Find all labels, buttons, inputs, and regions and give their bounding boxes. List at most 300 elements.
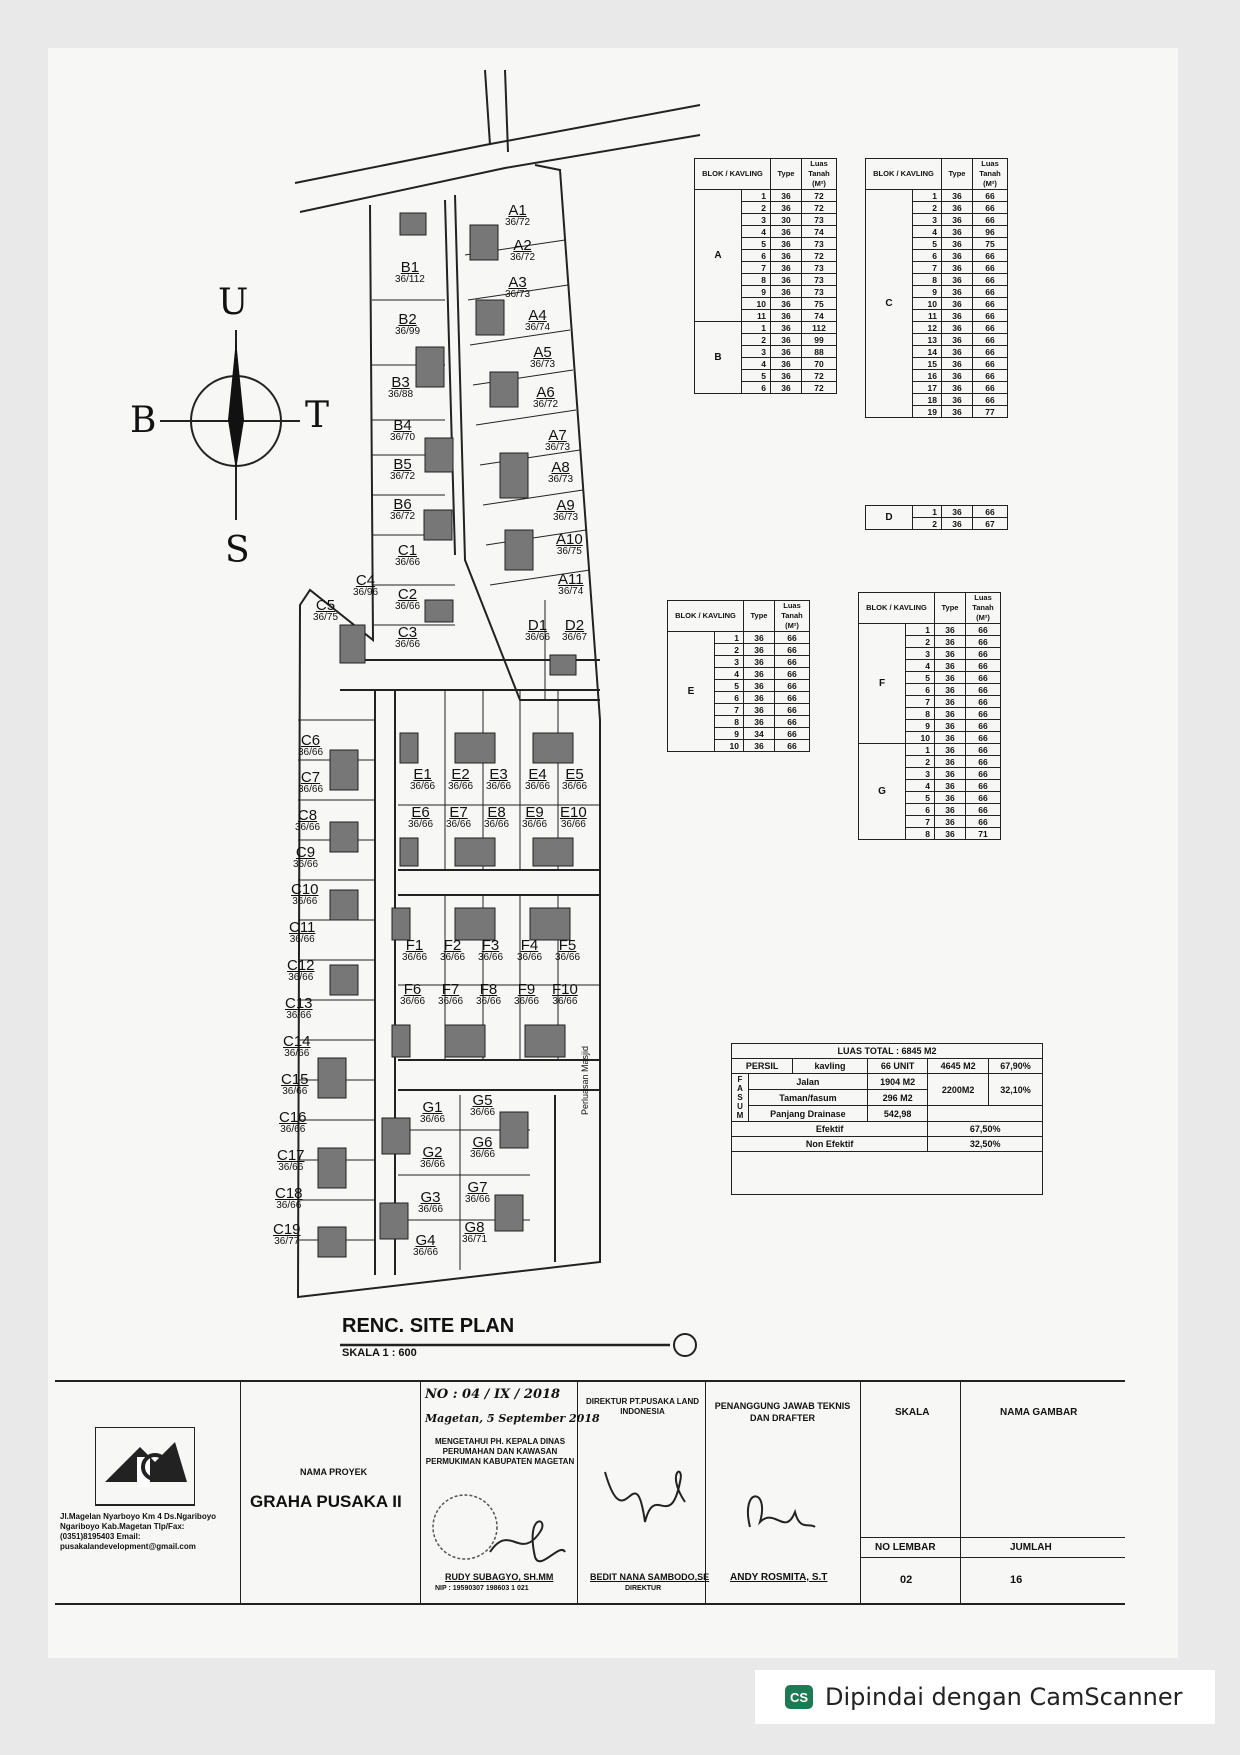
lot-type: 36/75 — [556, 546, 582, 557]
lot-type: 36/66 — [395, 557, 421, 568]
lot-label — [418, 1190, 443, 1215]
document-date: Magetan, 5 September 2018 — [425, 1412, 600, 1425]
lot-type: 36/73 — [530, 359, 556, 370]
lot-type: 36/72 — [505, 217, 531, 228]
table-cell: 66 — [775, 728, 810, 740]
lot-id: G3 — [420, 1189, 441, 1206]
lot-id: G2 — [422, 1144, 443, 1161]
table-cell: 36 — [942, 322, 973, 334]
table-cell: 36 — [942, 262, 973, 274]
lot-id: A3 — [508, 274, 527, 291]
cemetery-label: Perluasan Masjid — [580, 1045, 590, 1115]
lot-label — [273, 1222, 301, 1247]
table-cell: 36 — [771, 370, 802, 382]
lot-label — [465, 1180, 490, 1205]
lot-label — [558, 572, 584, 597]
lot-type: 36/66 — [470, 1107, 496, 1118]
lot-id: E1 — [413, 766, 432, 783]
lot-type: 36/67 — [562, 632, 588, 643]
summary-drainase-val: 542,98 — [867, 1106, 928, 1122]
table-cell: 17 — [913, 382, 942, 394]
lot-label — [402, 938, 427, 963]
summary-taman-area: 296 M2 — [867, 1090, 928, 1106]
table-cell: 1 — [906, 744, 935, 756]
table-cell: 3 — [742, 214, 771, 226]
director-role: DIREKTUR — [625, 1585, 662, 1592]
summary-fasum-total: 2200M2 — [928, 1074, 989, 1106]
table-header: BLOK / KAVLING — [866, 159, 942, 190]
lot-type: 36/66 — [395, 639, 421, 650]
table-cell: 8 — [906, 828, 935, 840]
table-cell: 7 — [742, 262, 771, 274]
table-cell: 3 — [715, 656, 744, 668]
compass-needle-icon — [228, 340, 244, 470]
table-cell: 36 — [942, 190, 973, 202]
lot-label — [462, 1220, 487, 1245]
lot-label — [281, 1072, 309, 1097]
title-block — [55, 1380, 1125, 1605]
table-cell: 9 — [913, 286, 942, 298]
table-cell: 112 — [802, 322, 837, 334]
lot-label — [505, 275, 530, 300]
lot-label — [408, 805, 433, 830]
table-row — [695, 322, 837, 334]
summary-taman: Taman/fasum — [749, 1090, 868, 1106]
table-cell: 66 — [973, 202, 1008, 214]
table-cell: 2 — [906, 756, 935, 768]
lot-id: E6 — [411, 804, 430, 821]
lot-type: 36/66 — [420, 1114, 446, 1125]
table-cell: 7 — [913, 262, 942, 274]
lot-label — [510, 238, 535, 263]
lot-id: G6 — [472, 1134, 493, 1151]
lot-label — [470, 1135, 495, 1160]
table-cell: 36 — [771, 322, 802, 334]
table-row — [668, 632, 810, 644]
table-cell: 36 — [744, 656, 775, 668]
table-cell: 66 — [966, 768, 1001, 780]
lot-label — [525, 618, 550, 643]
table-cell: 7 — [715, 704, 744, 716]
table-cell: 1 — [913, 506, 942, 518]
lot-id: B6 — [393, 496, 412, 513]
table-cell: 66 — [966, 696, 1001, 708]
lot-id: C3 — [397, 624, 418, 641]
table-cell: 66 — [966, 804, 1001, 816]
table-row — [866, 506, 1008, 518]
lot-label — [446, 805, 471, 830]
table-cell: 66 — [973, 506, 1008, 518]
table-cell: 72 — [802, 250, 837, 262]
table-cell: 4 — [913, 226, 942, 238]
plan-title: RENC. SITE PLAN — [342, 1315, 515, 1337]
block-cell: B — [695, 322, 742, 394]
summary-jalan-area: 1904 M2 — [867, 1074, 928, 1090]
table-cell: 4 — [906, 780, 935, 792]
table-cell: 36 — [942, 310, 973, 322]
table-cell: 2 — [742, 202, 771, 214]
table-cell: 15 — [913, 358, 942, 370]
table-cell: 36 — [942, 346, 973, 358]
lot-type: 36/66 — [552, 996, 578, 1007]
lot-type: 36/66 — [280, 1124, 306, 1135]
table-cell: 66 — [973, 334, 1008, 346]
lot-type: 36/66 — [413, 1247, 439, 1258]
lot-label — [505, 203, 530, 228]
lot-type: 36/70 — [390, 432, 416, 443]
lot-label — [410, 767, 435, 792]
director-name: BEDIT NANA SAMBODO,SE — [590, 1572, 710, 1582]
table-cell: 3 — [906, 768, 935, 780]
lot-id: A6 — [536, 384, 555, 401]
lot-type: 36/66 — [555, 952, 581, 963]
lot-type: 36/66 — [292, 896, 318, 907]
lot-id: G1 — [422, 1099, 443, 1116]
table-cell: 36 — [771, 250, 802, 262]
lot-type: 36/99 — [395, 326, 421, 337]
lot-type: 36/66 — [465, 1194, 491, 1205]
lot-label — [525, 767, 550, 792]
table-cell: 6 — [906, 684, 935, 696]
table-cell: 66 — [966, 648, 1001, 660]
table-row — [859, 624, 1001, 636]
table-cell: 36 — [935, 732, 966, 744]
lot-id: G8 — [464, 1219, 485, 1236]
lot-label — [413, 1233, 438, 1258]
lot-id: C15 — [281, 1071, 309, 1088]
technical-name: ANDY ROSMITA, S.T — [730, 1572, 828, 1583]
lot-id: E2 — [451, 766, 470, 783]
table-cell: 3 — [913, 214, 942, 226]
lot-id: A7 — [548, 427, 567, 444]
table-cell: 66 — [973, 370, 1008, 382]
lot-label — [293, 845, 318, 870]
table-cell: 36 — [935, 720, 966, 732]
lot-type: 36/88 — [388, 389, 414, 400]
table-cell: 66 — [775, 740, 810, 752]
lot-type: 36/66 — [446, 819, 472, 830]
table-cell: 4 — [906, 660, 935, 672]
lot-type: 36/71 — [462, 1234, 488, 1245]
lot-id: B2 — [398, 311, 417, 328]
lot-id: E8 — [487, 804, 506, 821]
table-cell: 10 — [906, 732, 935, 744]
area-summary-table — [731, 1043, 1043, 1195]
lot-id: C19 — [273, 1221, 301, 1238]
scale-label: SKALA — [895, 1407, 930, 1418]
lot-type: 36/66 — [293, 859, 319, 870]
table-cell: 36 — [935, 768, 966, 780]
lot-table-d — [865, 505, 1008, 530]
lot-id: E9 — [525, 804, 544, 821]
summary-fasum-pct: 32,10% — [988, 1074, 1042, 1106]
block-cell: G — [859, 744, 906, 840]
table-cell: 66 — [966, 792, 1001, 804]
lot-type: 36/72 — [533, 399, 559, 410]
table-cell: 8 — [906, 708, 935, 720]
table-cell: 9 — [715, 728, 744, 740]
camscanner-text: Dipindai dengan CamScanner — [825, 1683, 1183, 1711]
lot-label — [560, 805, 587, 830]
table-cell: 36 — [942, 334, 973, 346]
table-cell: 5 — [906, 672, 935, 684]
lot-type: 36/66 — [514, 996, 540, 1007]
lot-id: F9 — [517, 981, 536, 998]
table-header: Luas Tanah (M²) — [966, 593, 1001, 624]
director-title: DIREKTUR PT.PUSAKA LAND INDONESIA — [585, 1397, 700, 1416]
lot-type: 36/66 — [438, 996, 464, 1007]
lot-type: 36/73 — [505, 289, 531, 300]
lot-label — [530, 345, 555, 370]
table-cell: 36 — [935, 660, 966, 672]
table-cell: 34 — [744, 728, 775, 740]
lot-type: 36/73 — [553, 512, 579, 523]
technical-signature — [730, 1477, 820, 1547]
table-cell: 36 — [942, 298, 973, 310]
lot-type: 36/66 — [470, 1149, 496, 1160]
sheet-number-label: NO LEMBAR — [875, 1542, 936, 1553]
table-cell: 36 — [744, 704, 775, 716]
lot-id: D1 — [527, 617, 548, 634]
table-cell: 1 — [913, 190, 942, 202]
lot-type: 36/66 — [420, 1159, 446, 1170]
table-header: BLOK / KAVLING — [859, 593, 935, 624]
summary-title: LUAS TOTAL : 6845 M2 — [732, 1044, 1043, 1059]
table-cell: 66 — [966, 732, 1001, 744]
table-cell: 36 — [942, 238, 973, 250]
lot-label — [353, 573, 378, 598]
document-number: NO : 04 / IX / 2018 — [425, 1387, 561, 1402]
company-logo — [95, 1427, 195, 1507]
lot-label — [476, 982, 501, 1007]
lot-label — [285, 996, 313, 1021]
table-cell: 72 — [802, 382, 837, 394]
summary-persil-pct: 67,90% — [988, 1059, 1042, 1074]
table-cell: 36 — [935, 684, 966, 696]
table-cell: 70 — [802, 358, 837, 370]
table-cell: 66 — [973, 262, 1008, 274]
table-cell: 9 — [742, 286, 771, 298]
lot-label — [395, 543, 420, 568]
table-cell: 36 — [771, 382, 802, 394]
table-cell: 66 — [966, 660, 1001, 672]
table-cell: 1 — [715, 632, 744, 644]
camscanner-icon: CS — [785, 1685, 813, 1709]
table-cell: 2 — [742, 334, 771, 346]
lot-id: E4 — [528, 766, 547, 783]
table-cell: 66 — [973, 286, 1008, 298]
lot-label — [390, 418, 415, 443]
lot-label — [486, 767, 511, 792]
lot-type: 36/66 — [278, 1162, 304, 1173]
table-cell: 36 — [744, 740, 775, 752]
approver-name: RUDY SUBAGYO, SH.MM — [445, 1572, 554, 1582]
lot-id: E3 — [489, 766, 508, 783]
lot-type: 36/66 — [295, 822, 321, 833]
lot-label — [478, 938, 503, 963]
table-cell: 72 — [802, 202, 837, 214]
lot-type: 36/66 — [284, 1048, 310, 1059]
lot-label — [289, 920, 315, 945]
table-cell: 73 — [802, 274, 837, 286]
table-cell: 66 — [973, 190, 1008, 202]
lot-label — [438, 982, 463, 1007]
table-cell: 2 — [913, 518, 942, 530]
table-cell: 66 — [973, 274, 1008, 286]
table-cell: 36 — [942, 518, 973, 530]
lot-type: 36/74 — [525, 322, 551, 333]
table-cell: 36 — [942, 202, 973, 214]
table-cell: 66 — [966, 708, 1001, 720]
lot-id: A4 — [528, 307, 547, 324]
summary-non-efektif-pct: 32,50% — [928, 1137, 1043, 1152]
lot-id: D2 — [564, 617, 585, 634]
table-cell: 36 — [942, 214, 973, 226]
project-name: GRAHA PUSAKA II — [250, 1492, 402, 1511]
lot-type: 36/66 — [562, 781, 588, 792]
table-cell: 75 — [973, 238, 1008, 250]
lot-type: 36/66 — [448, 781, 474, 792]
lot-label — [556, 532, 583, 557]
lot-id: A10 — [556, 531, 583, 548]
lot-id: A8 — [551, 459, 570, 476]
table-cell: 75 — [802, 298, 837, 310]
lot-type: 36/66 — [282, 1086, 308, 1097]
lot-id: A1 — [508, 202, 527, 219]
table-cell: 5 — [906, 792, 935, 804]
lot-id: F10 — [552, 981, 578, 998]
lot-label — [484, 805, 509, 830]
lot-type: 36/75 — [313, 612, 339, 623]
approver-nip: NIP : 19590307 198603 1 021 — [435, 1585, 529, 1592]
table-cell: 66 — [775, 680, 810, 692]
table-cell: 14 — [913, 346, 942, 358]
table-cell: 36 — [942, 286, 973, 298]
table-cell: 10 — [913, 298, 942, 310]
table-cell: 66 — [973, 358, 1008, 370]
lot-type: 36/73 — [548, 474, 574, 485]
table-cell: 10 — [742, 298, 771, 310]
compass-east: T — [305, 395, 330, 436]
lot-type: 36/66 — [476, 996, 502, 1007]
table-cell: 36 — [771, 310, 802, 322]
camscanner-watermark — [755, 1670, 1215, 1724]
table-cell: 6 — [742, 382, 771, 394]
company-address: Jl.Magelan Nyarboyo Km 4 Ds.Ngariboyo Ngariboyo Kab.Magetan Tlp/Fax: (0351)8195403 Email: pusakalandevelopment@gmail.com — [60, 1512, 217, 1551]
summary-kavling: kavling — [793, 1059, 868, 1074]
compass-north: U — [218, 282, 249, 323]
lot-label — [400, 982, 425, 1007]
table-cell: 36 — [771, 190, 802, 202]
table-cell: 66 — [973, 310, 1008, 322]
lot-type: 36/66 — [484, 819, 510, 830]
lot-id: C18 — [275, 1185, 303, 1202]
table-cell: 3 — [906, 648, 935, 660]
lot-label — [514, 982, 539, 1007]
lot-label — [283, 1034, 311, 1059]
summary-persil: PERSIL — [732, 1059, 793, 1074]
lot-type: 36/77 — [274, 1236, 300, 1247]
table-header: BLOK / KAVLING — [695, 159, 771, 190]
lot-label — [291, 882, 319, 907]
lot-type: 36/66 — [298, 747, 324, 758]
table-cell: 2 — [715, 644, 744, 656]
lot-type: 36/66 — [286, 1010, 312, 1021]
table-cell: 77 — [973, 406, 1008, 418]
table-cell: 66 — [775, 692, 810, 704]
lot-label — [470, 1093, 495, 1118]
block-cell: F — [859, 624, 906, 744]
lot-id: E5 — [565, 766, 584, 783]
table-cell: 36 — [771, 202, 802, 214]
table-cell: 12 — [913, 322, 942, 334]
table-cell: 66 — [973, 382, 1008, 394]
lot-id: F7 — [441, 981, 460, 998]
lot-id: C6 — [300, 732, 321, 749]
summary-fasum: F A S U M — [732, 1074, 749, 1122]
lot-label — [533, 385, 558, 410]
table-cell: 67 — [973, 518, 1008, 530]
sheet-number-value: 02 — [900, 1574, 913, 1586]
lot-type: 36/66 — [289, 934, 315, 945]
lot-type: 36/66 — [525, 781, 551, 792]
lot-id: C4 — [355, 572, 376, 589]
lot-type: 36/73 — [545, 442, 571, 453]
lot-id: F1 — [405, 937, 424, 954]
summary-jalan: Jalan — [749, 1074, 868, 1090]
lot-label — [395, 625, 420, 650]
table-cell: 36 — [942, 358, 973, 370]
lot-id: C8 — [297, 807, 318, 824]
block-cell: E — [668, 632, 715, 752]
lot-id: C10 — [291, 881, 319, 898]
lot-label — [275, 1186, 303, 1211]
table-cell: 19 — [913, 406, 942, 418]
lot-id: C12 — [287, 957, 315, 974]
compass-west: B — [130, 400, 157, 441]
lot-label — [277, 1148, 305, 1173]
lot-table-ab — [694, 158, 837, 394]
table-cell: 66 — [966, 756, 1001, 768]
table-cell: 36 — [935, 780, 966, 792]
table-cell: 36 — [942, 406, 973, 418]
table-cell: 6 — [913, 250, 942, 262]
lot-label — [388, 375, 413, 400]
table-cell: 1 — [742, 322, 771, 334]
lot-id: C13 — [285, 995, 313, 1012]
table-cell: 30 — [771, 214, 802, 226]
table-row — [866, 190, 1008, 202]
table-cell: 4 — [742, 358, 771, 370]
table-cell: 66 — [966, 780, 1001, 792]
lot-id: F6 — [403, 981, 422, 998]
lot-type: 36/66 — [560, 819, 586, 830]
table-cell: 99 — [802, 334, 837, 346]
table-cell: 5 — [913, 238, 942, 250]
lot-id: B1 — [400, 259, 420, 276]
lot-id: C2 — [397, 586, 418, 603]
table-cell: 36 — [935, 744, 966, 756]
lot-type: 36/66 — [418, 1204, 444, 1215]
table-header: BLOK / KAVLING — [668, 601, 744, 632]
lot-id: C1 — [397, 542, 418, 559]
table-cell: 10 — [715, 740, 744, 752]
lot-type: 36/66 — [478, 952, 504, 963]
summary-non-efektif: Non Efektif — [732, 1137, 928, 1152]
lot-id: B3 — [391, 374, 410, 391]
table-cell: 4 — [715, 668, 744, 680]
lot-id: B5 — [393, 456, 412, 473]
